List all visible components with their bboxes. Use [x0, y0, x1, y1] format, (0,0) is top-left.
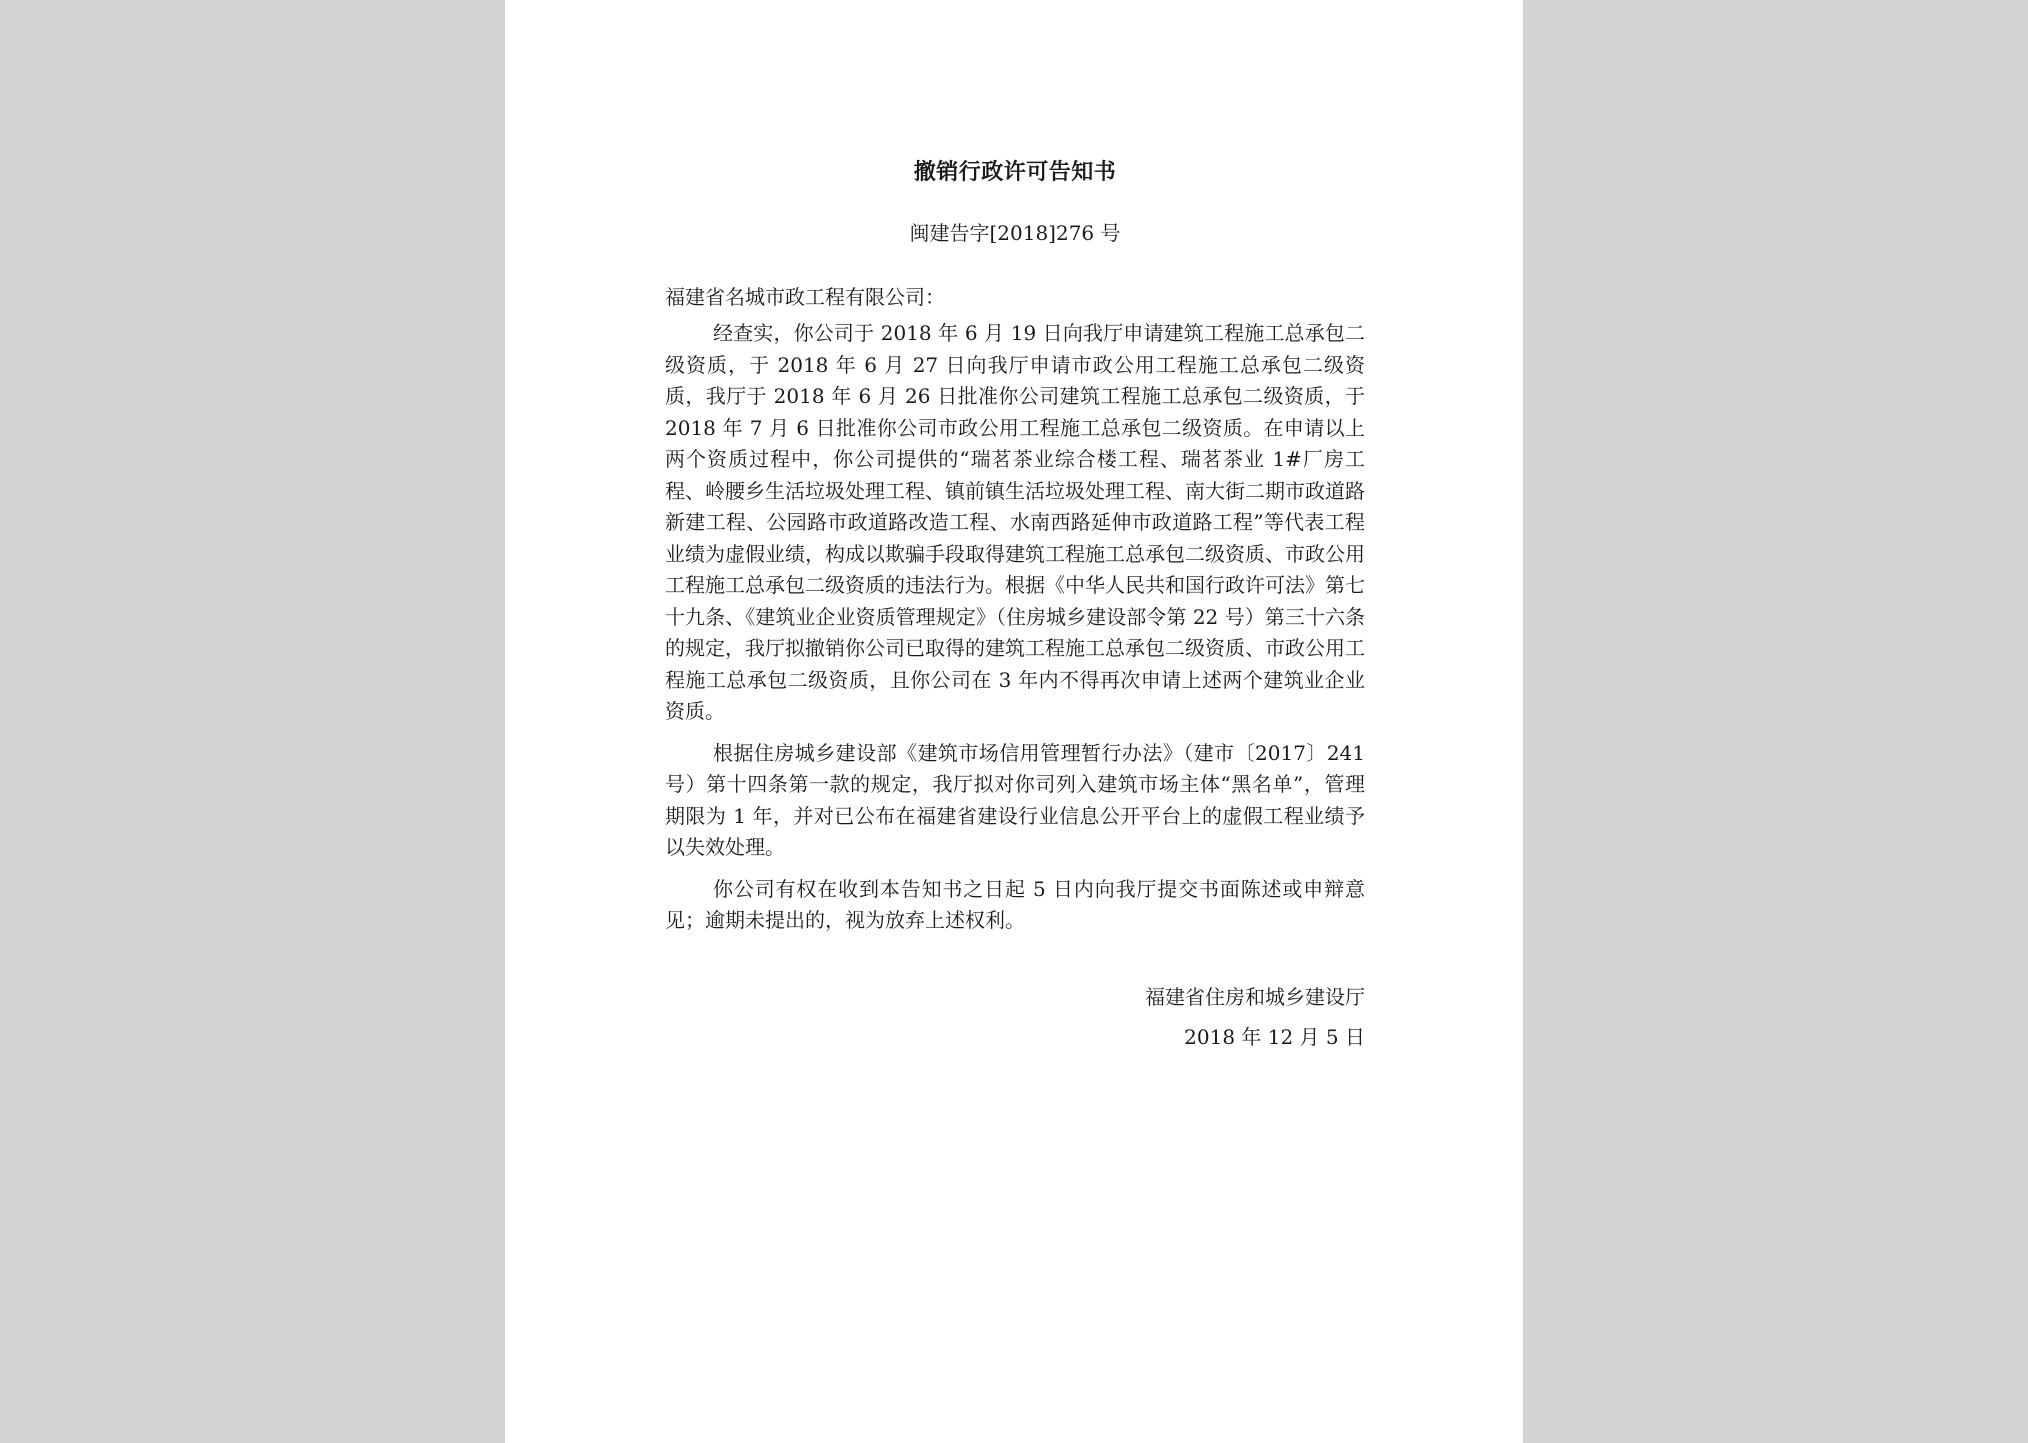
issue-date: 2018 年 12 月 5 日 [1184, 1024, 1365, 1049]
paragraph-findings: 经查实，你公司于 2018 年 6 月 19 日向我厅申请建筑工程施工总承包二级资质，于 2018 年 6 月 27 日向我厅申请市政公用工程施工总承包二级资质，我厅于 2018 年 6 月 26 日批准你公司建筑工程施工总承包二级资质，于 2018 年 7 月 6 日批准你公司市政公用工程施工总承包二级资质。在申请以上两个资质过程中，你公司提供的“瑞茗茶业综合楼工程、瑞茗茶业 1#厂房工程、岭腰乡生活垃圾处理工程、镇前镇生活垃圾处理工程、南大街二期市政道路新建工程、公园路市政道路改造工程、水南西路延伸市政道路工程”等代表工程业绩为虚假业绩，构成以欺骗手段取得建筑工程施工总承包二级资质、市政公用工程施工总承包二级资质的违法行为。根据《中华人民共和国行政许可法》第七十九条、《建筑业企业资质管理规定》（住房城乡建设部令第 22 号）第三十六条的规定，我厅拟撤销你公司已取得的建筑工程施工总承包二级资质、市政公用工程施工总承包二级资质，且你公司在 3 年内不得再次申请上述两个建筑业企业资质。 [665, 321, 1365, 723]
document-page [505, 0, 1523, 1443]
notice-title: 撤销行政许可告知书 [913, 159, 1117, 185]
addressee: 福建省名城市政工程有限公司： [665, 285, 945, 309]
notice-body [665, 152, 1365, 1057]
paragraph-rights: 你公司有权在收到本告知书之日起 5 日内向我厅提交书面陈述或申辩意见；逾期未提出的，视为放弃上述权利。 [665, 876, 1365, 932]
issuer-name: 福建省住房和城乡建设厅 [1145, 984, 1365, 1009]
document-number: 闽建告字[2018]276 号 [909, 221, 1121, 245]
paragraph-blacklist: 根据住房城乡建设部《建筑市场信用管理暂行办法》（建市〔2017〕241 号）第十四条第一款的规定，我厅拟对你司列入建筑市场主体“黑名单”，管理期限为 1 年，并对已公布在福建省建设行业信息公开平台上的虚假工程业绩予以失效处理。 [665, 740, 1365, 859]
